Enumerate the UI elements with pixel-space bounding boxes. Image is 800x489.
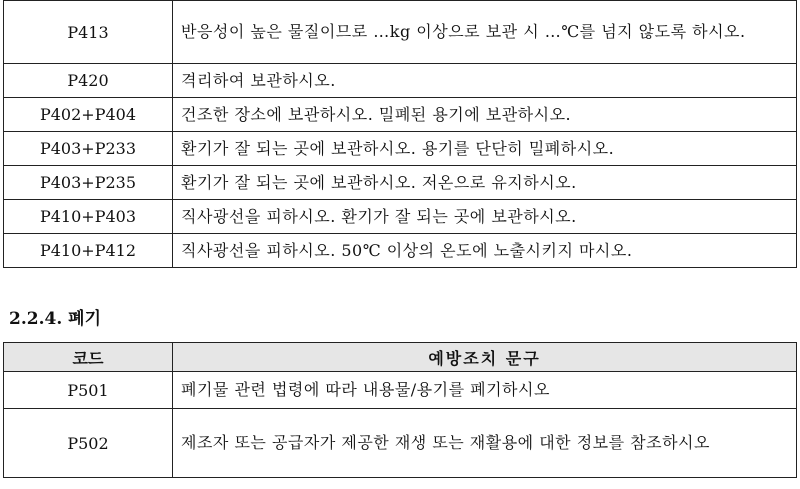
column-header-code: 코드 xyxy=(4,343,173,372)
precaution-code: P410+P403 xyxy=(4,200,173,234)
table-row xyxy=(4,200,797,234)
table-row xyxy=(4,234,797,268)
precaution-code: P402+P404 xyxy=(4,98,173,132)
table-row xyxy=(4,1,797,64)
storage-precaution-table xyxy=(3,0,797,268)
precaution-statement: 환기가 잘 되는 곳에 보관하시오. 저온으로 유지하시오. xyxy=(173,166,797,200)
column-header-statement: 예방조치 문구 xyxy=(173,343,797,372)
table-row xyxy=(4,64,797,98)
disposal-precaution-table xyxy=(3,342,797,478)
precaution-code: P403+P233 xyxy=(4,132,173,166)
precaution-statement: 제조자 또는 공급자가 제공한 재생 또는 재활용에 대한 정보를 참조하시오 xyxy=(173,409,797,478)
precaution-code: P403+P235 xyxy=(4,166,173,200)
precaution-statement: 격리하여 보관하시오. xyxy=(173,64,797,98)
precaution-statement: 직사광선을 피하시오. 환기가 잘 되는 곳에 보관하시오. xyxy=(173,200,797,234)
table-header-row xyxy=(4,343,797,372)
table-row xyxy=(4,166,797,200)
table-row xyxy=(4,372,797,409)
precaution-code: P420 xyxy=(4,64,173,98)
precaution-code: P413 xyxy=(4,1,173,64)
precaution-code: P410+P412 xyxy=(4,234,173,268)
precaution-statement: 직사광선을 피하시오. 50℃ 이상의 온도에 노출시키지 마시오. xyxy=(173,234,797,268)
table-row xyxy=(4,132,797,166)
precaution-statement: 폐기물 관련 법령에 따라 내용물/용기를 폐기하시오 xyxy=(173,372,797,409)
precaution-statement: 건조한 장소에 보관하시오. 밀폐된 용기에 보관하시오. xyxy=(173,98,797,132)
precaution-code: P501 xyxy=(4,372,173,409)
precaution-statement: 반응성이 높은 물질이므로 …kg 이상으로 보관 시 …℃를 넘지 않도록 하시오. xyxy=(173,1,797,64)
precaution-statement: 환기가 잘 되는 곳에 보관하시오. 용기를 단단히 밀폐하시오. xyxy=(173,132,797,166)
section-heading: 2.2.4. 폐기 xyxy=(9,309,102,329)
precaution-code: P502 xyxy=(4,409,173,478)
table-row xyxy=(4,409,797,478)
table-row xyxy=(4,98,797,132)
